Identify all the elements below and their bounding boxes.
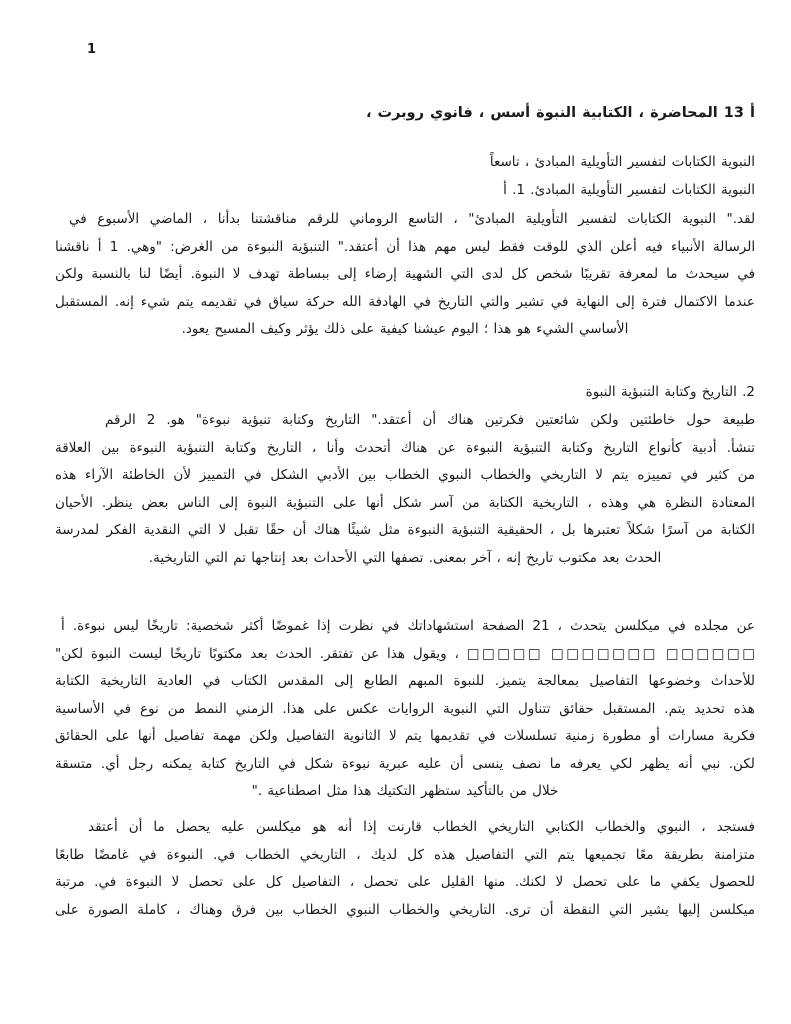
- paragraph-4: [55, 814, 755, 924]
- text-line: .يعود ‎المسيح ‎وكيف ‎يؤثر ‎ذلك ‎على ‎كيفية ‎عيشنا ‎اليوم ‎؛ ‎هذا ‎هو ‎الشيء ‎الأساسي: [181, 321, 629, 337]
- text-line: المستقبل ‎.إنه ‎شيء ‎يتم ‎تقديمه ‎في ‎سياق ‎حركة ‎الله ‎الهادفة ‎في ‎التاريخ ‎والتي ‎تشير ‎في ‎النهاية ‎إلى ‎فترة ‎الاكتمال ‎عندما: [55, 293, 755, 310]
- text-line: .التاريخية ‎التي ‎تم ‎إنتاجها ‎بعد ‎الأحداث ‎التي ‎تصفها ‎.بمعنى ‎آخر ‎، ‎إنه ‎تاريخ ‎مكتوب ‎بعد ‎الحدث: [148, 549, 662, 566]
- text-line: العلاقة ‎بين ‎النبوءة ‎التنبؤية ‎وكتابة ‎التاريخ ‎، ‎وأنا ‎أتحدث ‎هناك ‎عن ‎النبوءة ‎التنبؤية ‎وكتابة ‎التاريخ ‎كأنواع ‎أدبية ‎.تنشأ: [55, 439, 756, 456]
- paragraph-2: [55, 407, 755, 572]
- section-heading-2: [55, 379, 755, 407]
- heading-line: تاسعاً ‎، ‎المبادئ ‎التأويلية ‎لتفسير ‎الكتابات ‎النبوية: [489, 154, 755, 170]
- paragraph-1: [55, 206, 755, 344]
- text-line: ولكن ‎بالنسبة ‎لنا ‎أيضًا ‎.النبوة ‎لا ‎تهدف ‎ببساطة ‎إلى ‎إرضاء ‎الشهية ‎التي ‎لدى ‎كل ‎شخص ‎تقريبًا ‎لمعرفة ‎ما ‎سيحدث ‎في: [55, 266, 756, 282]
- text-line: أ ‎.نبوءة ‎ليس ‎تاريخًا ‎:شخصية ‎أكثر ‎غموضًا ‎إذا ‎نظرت ‎في ‎استشهاداتك ‎الصفحة ‎21 ‎، ‎يتحدث ‎ميكلسن ‎في ‎مجلده ‎عن: [61, 618, 755, 634]
- text-line: متسقة ‎.أي ‎رجل ‎يمكنه ‎كتابة ‎التاريخ ‎في ‎شكل ‎نبوءة ‎عبرية ‎عليه ‎أن ‎ينسى ‎نصف ‎ما ‎يعرفه ‎لكي ‎يظهر ‎أنه ‎نبي ‎.لكن: [55, 755, 755, 772]
- text-line: أعتقد ‎أن ‎ما ‎يحصل ‎عليه ‎ميكلسن ‎هو ‎أنه ‎إذا ‎قارنت ‎الخطاب ‎التاريخي ‎الكتابي ‎والخطاب ‎النبوي ‎، ‎فستجد: [88, 819, 755, 835]
- page-number: 1: [87, 42, 97, 57]
- text-line: الكتابة ‎التاريخية ‎العادية ‎في ‎الكتاب ‎المقدس ‎إلى ‎الطابع ‎المبهم ‎للنبوة ‎.يتميز ‎بمعالجة ‎التفاصيل ‎وخضوعها ‎للأحداث: [55, 673, 755, 689]
- heading-line: النبوة ‎التنبؤية ‎وكتابة ‎التاريخ ‎.2: [585, 384, 755, 400]
- document-header: [55, 100, 755, 128]
- text-line: طابعًا ‎غامضًا ‎في ‎النبوءة ‎.في ‎الخطاب ‎التاريخي ‎، ‎لديك ‎كل ‎هذه ‎التفاصيل ‎التي ‎يتم ‎تجميعها ‎معًا ‎بطريقة ‎متزامنة: [55, 846, 756, 863]
- text-line: الحقائق ‎على ‎أنها ‎تفاصيل ‎مهمة ‎ولكن ‎التفاصيل ‎الثانوية ‎لا ‎يتم ‎تقديمها ‎في ‎تسلسلات ‎زمنية ‎مطورة ‎أو ‎مسارات ‎فكرية: [55, 728, 756, 744]
- paragraph-3: [55, 613, 755, 806]
- text-line: الرقم ‎2 ‎.هو ‎"نبوءة ‎تنبؤية ‎وكتابة ‎التاريخ ‎".أعتقد ‎أن ‎هناك ‎فكرتين ‎شائعتين ‎ولكن ‎خاطئتين ‎حول ‎طبيعة: [105, 412, 756, 428]
- section-heading-a1: [55, 177, 755, 205]
- text-line: ناقشنا ‎أ ‎1 ‎.وهي" ‎:الغرض ‎من ‎النبوءة ‎التنبؤية ‎".أعتقد ‎أن ‎هذا ‎مهم ‎ليس ‎فقط ‎للوقت ‎الذي ‎أعلن ‎فيه ‎الأنبياء ‎الرسالة: [55, 238, 756, 255]
- text-line: لمدرسة ‎الفكر ‎النقدية ‎التي ‎لا ‎تقبل ‎حقًا ‎أن ‎هناك ‎شيئًا ‎مثل ‎النبوءة ‎التنبؤية ‎الحقيقية ‎، ‎بل ‎تعتبرها ‎شكلاً ‎آسرًا ‎من ‎الكتابة: [55, 522, 755, 538]
- text-line: ". ‎اصطناعية ‎مثل ‎هذا ‎التكتيك ‎ستظهر ‎بالتأكيد ‎من ‎خلال: [251, 783, 559, 799]
- text-line: مرتبة ‎.في ‎النبوءة ‎لا ‎تحصل ‎على ‎كل ‎التفاصيل ‎، ‎تحصل ‎على ‎القليل ‎منها ‎.لكنك ‎لا ‎تحصل ‎على ‎ما ‎يكفي ‎للحصول: [55, 874, 756, 890]
- text-line: على ‎الصورة ‎كاملة ‎، ‎وهناك ‎فرق ‎بين ‎الخطاب ‎النبوي ‎والخطاب ‎التاريخي ‎.ترى ‎أن ‎النقطة ‎التي ‎يشير ‎إليها ‎ميكلسن: [55, 901, 755, 918]
- text-line: الأحيان ‎.ينظر ‎بعض ‎الناس ‎إلى ‎النبوة ‎التنبؤية ‎على ‎أنها ‎شكل ‎آسر ‎من ‎الكتابة ‎التاريخية ‎، ‎وهذه ‎هي ‎النظرة ‎المعتادة: [55, 494, 755, 511]
- heading-line: أ ‎.1 ‎.المبادئ ‎التأويلية ‎لتفسير ‎الكتابات ‎النبوية: [503, 182, 755, 198]
- text-line: هذه ‎الآراء ‎الخاطئة ‎لأن ‎التمييز ‎في ‎الشكل ‎الأدبي ‎بين ‎الخطاب ‎النبوي ‎والخطاب ‎التاريخي ‎لا ‎يتم ‎تمييزه ‎في ‎كثير ‎من: [55, 467, 756, 483]
- text-line: في ‎الأسبوع ‎الماضي ‎، ‎بدأنا ‎مناقشتنا ‎للرقم ‎الروماني ‎التاسع ‎، ‎"المبادئ ‎التأويلية ‎لتفسير ‎الكتابات ‎النبوية ‎".لقد: [69, 211, 756, 227]
- section-heading-ninth: [55, 149, 755, 177]
- doc-title: ، ‎روبرت ‎فانوي ‎، ‎أسس ‎النبوة ‎الكتابية ‎، ‎المحاضرة ‎13 ‎أ: [365, 105, 755, 121]
- text-line: الأساسية ‎في ‎نوع ‎من ‎النمط ‎الزمني ‎.هذا ‎على ‎عكس ‎الروايات ‎النبوية ‎التي ‎تتناول ‎حقائق ‎المستقبل ‎.يتم ‎تحديد ‎هذه: [55, 700, 755, 717]
- text-line-with-missing-glyph-boxes: "لكن ‎النبوة ‎ليست ‎تاريخًا ‎مكتوبًا ‎بعد ‎الحدث ‎.تفتقر ‎عن ‎هذا ‎ويقول ‎، ‎□□□□□ ‎□□□□□□□ ‎□□□□□□: [55, 645, 755, 662]
